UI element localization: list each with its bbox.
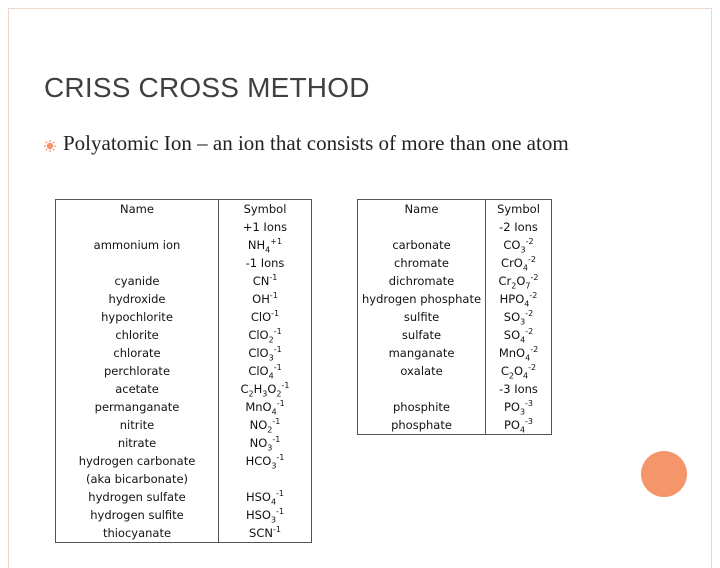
page-title: CRISS CROSS METHOD	[44, 72, 370, 103]
right-symbol-cell: $SO_4^{-2}$	[503, 327, 534, 345]
left-name-cell: hydrogen sulfite	[90, 508, 184, 522]
left-name-cell: chlorate	[113, 346, 161, 360]
right-name-cell: sulfate	[401, 328, 442, 342]
left-symbol-cell: $HCO_3^{-1}$	[245, 453, 285, 471]
right-symbol-cell: $C_2O_4^{-2}$	[500, 363, 537, 381]
left-name-cell: cyanide	[114, 274, 160, 288]
right-symbol-cell: $PO_3^{-3}$	[503, 399, 534, 417]
left-symbol-cell: ClO$_3^{-1}$	[248, 345, 282, 363]
right-name-cell: sulfite	[403, 310, 440, 324]
left-name-cell: perchlorate	[103, 364, 171, 378]
right-name-cell: phosphite	[393, 400, 450, 414]
right-name-cell: chromate	[394, 256, 449, 270]
right-name-cell: phosphate	[391, 418, 452, 432]
left-symbol-cell: ClO$^{-1}$	[250, 309, 280, 324]
left-symbol-cell: ClO$_2^{-1}$	[248, 327, 282, 345]
left-name-cell: hydrogen sulfate	[88, 490, 186, 504]
left-symbol-cell: $HSO_3^{-1}$	[245, 507, 285, 525]
left-symbol-cell: ClO$_4^{-1}$	[248, 363, 282, 381]
left-name-cell: nitrate	[117, 436, 157, 450]
right-ion-table	[357, 199, 552, 435]
left-symbol-cell: MnO$_4^{-1}$	[245, 399, 285, 417]
right-symbol-cell: CrO$_4^{-2}$	[501, 255, 536, 273]
right-symbol-cell: -3 Ions	[499, 382, 538, 396]
right-symbol-cell: $Cr_2O_7^{-2}$	[498, 273, 539, 291]
left-symbol-cell: $CN^{-1}$	[252, 273, 278, 288]
right-name-cell: manganate	[388, 346, 455, 360]
right-name-cell: dichromate	[388, 274, 455, 288]
right-name-cell: Name	[404, 202, 439, 216]
left-name-cell: nitrite	[119, 418, 155, 432]
right-name-cell: hydrogen phosphate	[361, 292, 482, 306]
bullet-definition: Polyatomic Ion – an ion that consists of more than one atom	[63, 131, 569, 155]
right-symbol-cell: $HPO_4^{-2}$	[499, 291, 538, 309]
left-ion-table	[55, 199, 312, 543]
left-name-cell: hydrogen carbonate	[78, 454, 196, 468]
right-name-cell: carbonate	[392, 238, 451, 252]
right-name-cell: oxalate	[400, 364, 443, 378]
right-symbol-cell: $PO_4^{-3}$	[503, 417, 534, 435]
left-name-cell: permanganate	[94, 400, 180, 414]
left-symbol-cell: $C_2H_3O_2^{-1}$	[240, 381, 290, 399]
right-symbol-cell: -2 Ions	[499, 220, 538, 234]
left-symbol-cell: $HSO_4^{-1}$	[245, 489, 285, 507]
left-name-cell: (aka bicarbonate)	[85, 472, 189, 486]
left-symbol-cell: $NO_2^{-1}$	[249, 417, 281, 435]
left-symbol-cell: $OH^{-1}$	[252, 291, 278, 306]
right-symbol-cell: $CO_3^{-2}$	[503, 237, 534, 255]
left-name-cell: thiocyanate	[102, 526, 172, 540]
left-symbol-cell: $NO_3^{-1}$	[249, 435, 281, 453]
left-symbol-cell: $NH_4^{+1}$	[247, 237, 283, 255]
left-symbol-cell: $SCN^{-1}$	[249, 525, 281, 540]
left-name-cell: ammonium ion	[93, 238, 181, 252]
left-symbol-cell: -1 Ions	[245, 256, 285, 270]
left-name-cell: hypochlorite	[101, 310, 173, 324]
left-name-cell: Name	[120, 202, 154, 216]
left-name-cell: acetate	[115, 382, 159, 396]
left-symbol-cell: +1 Ions	[242, 220, 288, 234]
sun-bullet-icon	[44, 140, 56, 152]
left-name-cell: chlorite	[115, 328, 159, 342]
decorative-orange-circle	[641, 451, 687, 497]
left-name-cell: hydroxide	[108, 292, 166, 306]
left-symbol-cell: Symbol	[243, 202, 287, 216]
right-symbol-cell: Symbol	[497, 202, 540, 216]
right-symbol-cell: $SO_3^{-2}$	[503, 309, 534, 327]
right-symbol-cell: MnO$_4^{-2}$	[498, 345, 539, 363]
